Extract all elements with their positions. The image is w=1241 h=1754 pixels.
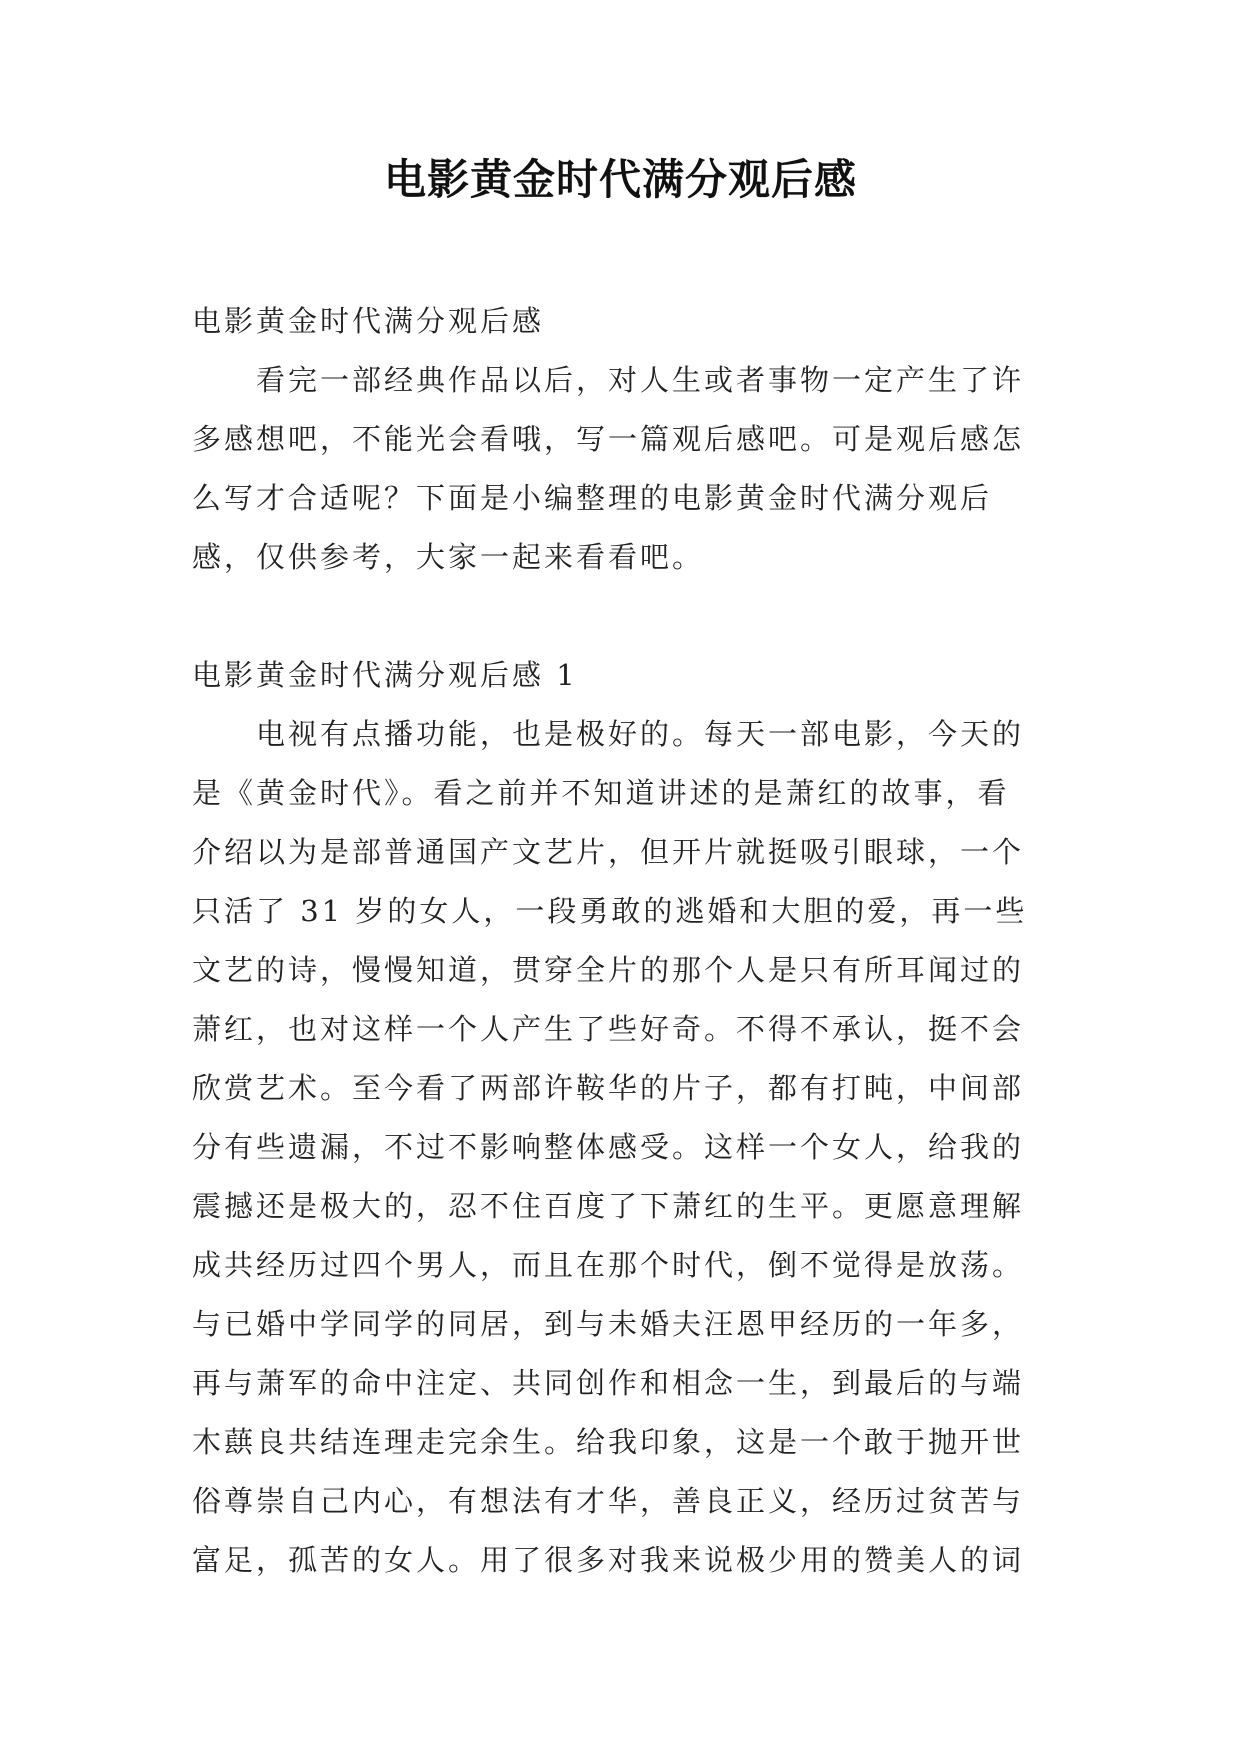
intro-paragraph-line: 看完一部经典作品以后，对人生或者事物一定产生了许 (256, 363, 1025, 397)
intro-heading: 电影黄金时代满分观后感 (192, 304, 545, 338)
section-paragraph-line: 电视有点播功能，也是极好的。每天一部电影，今天的 (256, 717, 1025, 751)
section-paragraph-line: 文艺的诗，慢慢知道，贯穿全片的那个人是只有所耳闻过的 (192, 953, 1025, 987)
section-paragraph-line: 再与萧军的命中注定、共同创作和相念一生，到最后的与端 (192, 1366, 1025, 1400)
document-title: 电影黄金时代满分观后感 (383, 155, 857, 204)
section-paragraph-line: 介绍以为是部普通国产文艺片，但开片就挺吸引眼球，一个 (192, 835, 1025, 869)
paragraph-spacer (192, 587, 1072, 646)
section-paragraph-line: 萧红，也对这样一个人产生了些好奇。不得不承认，挺不会 (192, 1012, 1025, 1046)
intro-paragraph-line: 多感想吧，不能光会看哦，写一篇观后感吧。可是观后感怎 (192, 422, 1025, 456)
section-paragraph-line: 是《黄金时代》。看之前并不知道讲述的是萧红的故事，看 (192, 776, 1010, 810)
document-body (192, 292, 1072, 1590)
section-heading: 电影黄金时代满分观后感 1 (192, 658, 578, 692)
section-paragraph-line: 欣赏艺术。至今看了两部许鞍华的片子，都有打盹，中间部 (192, 1071, 1025, 1105)
section-paragraph-line: 只活了 31 岁的女人，一段勇敢的逃婚和大胆的爱，再一些 (192, 894, 1028, 928)
intro-paragraph-line: 感，仅供参考，大家一起来看看吧。 (192, 540, 705, 574)
section-paragraph-line: 成共经历过四个男人，而且在那个时代，倒不觉得是放荡。 (192, 1248, 1025, 1282)
section-paragraph-line: 震撼还是极大的，忍不住百度了下萧红的生平。更愿意理解 (192, 1189, 1025, 1223)
intro-paragraph-line: 么写才合适呢？下面是小编整理的电影黄金时代满分观后 (192, 481, 993, 515)
section-paragraph-line: 木蕻良共结连理走完余生。给我印象，这是一个敢于抛开世 (192, 1425, 1025, 1459)
section-paragraph-line: 俗尊崇自己内心，有想法有才华，善良正义，经历过贫苦与 (192, 1484, 1025, 1518)
section-paragraph-line: 富足，孤苦的女人。用了很多对我来说极少用的赞美人的词 (192, 1543, 1025, 1577)
section-paragraph-line: 与已婚中学同学的同居，到与未婚夫汪恩甲经历的一年多， (192, 1307, 1025, 1341)
section-paragraph-line: 分有些遗漏，不过不影响整体感受。这样一个女人，给我的 (192, 1130, 1025, 1164)
